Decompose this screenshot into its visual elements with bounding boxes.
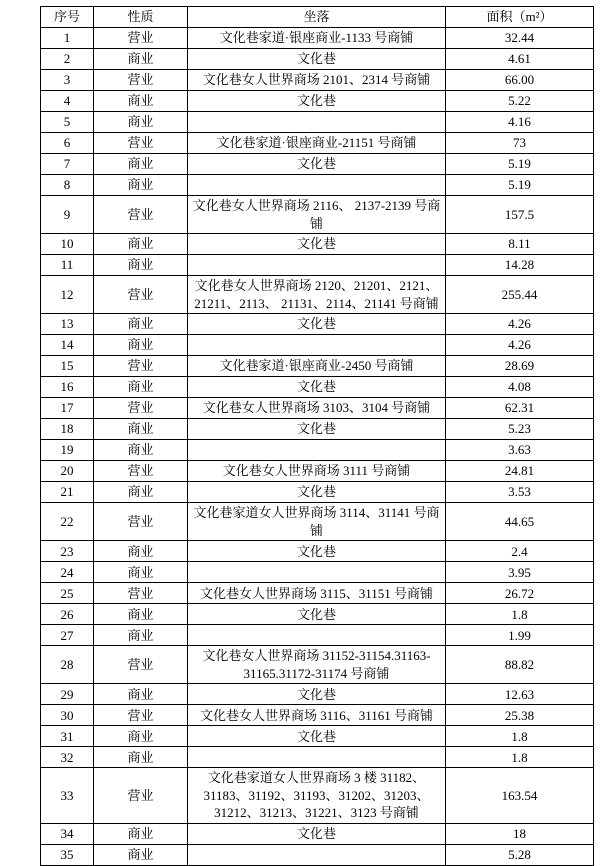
cell-serial: 31 [41,726,94,747]
table-row [41,583,594,604]
cell-nature: 商业 [94,482,188,503]
cell-serial: 11 [41,255,94,276]
cell-nature: 商业 [94,684,188,705]
cell-location: 文化巷 [188,482,446,503]
cell-nature: 商业 [94,625,188,646]
cell-nature: 营业 [94,196,188,234]
cell-location: 文化巷 [188,541,446,562]
cell-serial: 17 [41,398,94,419]
cell-location [188,112,446,133]
cell-nature: 商业 [94,314,188,335]
cell-location: 文化巷家道·银座商业-1133 号商铺 [188,28,446,49]
table-row [41,541,594,562]
col-header-area: 面积（m²） [446,7,594,28]
table-row [41,175,594,196]
document-page [0,6,613,863]
cell-nature: 商业 [94,255,188,276]
cell-nature: 营业 [94,503,188,541]
cell-serial: 25 [41,583,94,604]
table-row [41,604,594,625]
cell-location: 文化巷 [188,377,446,398]
cell-nature: 营业 [94,646,188,684]
cell-serial: 18 [41,419,94,440]
cell-nature: 商业 [94,91,188,112]
cell-nature: 营业 [94,133,188,154]
cell-area: 4.16 [446,112,594,133]
cell-serial: 23 [41,541,94,562]
cell-serial: 13 [41,314,94,335]
cell-serial: 9 [41,196,94,234]
cell-location [188,625,446,646]
cell-location: 文化巷家道·银座商业-21151 号商铺 [188,133,446,154]
cell-nature: 商业 [94,234,188,255]
cell-location: 文化巷家道女人世界商场 3 楼 31182、 31183、31192、31193、31202、31203、31212、31213、31221、3123 号商铺 [188,768,446,824]
cell-area: 157.5 [446,196,594,234]
cell-nature: 营业 [94,583,188,604]
col-header-nature: 性质 [94,7,188,28]
cell-serial: 4 [41,91,94,112]
cell-area: 3.95 [446,562,594,583]
cell-location: 文化巷女人世界商场 2116、 2137-2139 号商铺 [188,196,446,234]
cell-area: 12.63 [446,684,594,705]
table-row [41,276,594,314]
cell-area: 4.08 [446,377,594,398]
cell-area: 255.44 [446,276,594,314]
cell-serial: 10 [41,234,94,255]
table-row [41,845,594,866]
table-row [41,824,594,845]
cell-nature: 营业 [94,356,188,377]
cell-serial: 20 [41,461,94,482]
table-body [41,28,594,866]
cell-area: 14.28 [446,255,594,276]
table-row [41,112,594,133]
cell-area: 5.22 [446,91,594,112]
cell-area: 4.26 [446,314,594,335]
table-row [41,91,594,112]
cell-location: 文化巷 [188,684,446,705]
cell-location: 文化巷家道·银座商业-2450 号商铺 [188,356,446,377]
table-row [41,398,594,419]
cell-area: 73 [446,133,594,154]
cell-serial: 7 [41,154,94,175]
table-row [41,314,594,335]
cell-serial: 1 [41,28,94,49]
cell-serial: 22 [41,503,94,541]
cell-area: 88.82 [446,646,594,684]
cell-nature: 商业 [94,604,188,625]
cell-location: 文化巷 [188,234,446,255]
cell-area: 3.53 [446,482,594,503]
cell-area: 5.23 [446,419,594,440]
cell-serial: 16 [41,377,94,398]
cell-serial: 35 [41,845,94,866]
cell-location: 文化巷女人世界商场 31152-31154.31163-31165.31172-31174 号商铺 [188,646,446,684]
cell-serial: 24 [41,562,94,583]
cell-serial: 3 [41,70,94,91]
cell-area: 32.44 [446,28,594,49]
cell-nature: 营业 [94,28,188,49]
cell-nature: 商业 [94,824,188,845]
cell-nature: 商业 [94,377,188,398]
table-row [41,419,594,440]
table-row [41,726,594,747]
property-table [40,6,594,866]
cell-area: 163.54 [446,768,594,824]
cell-nature: 商业 [94,154,188,175]
cell-nature: 商业 [94,845,188,866]
cell-serial: 34 [41,824,94,845]
cell-area: 5.28 [446,845,594,866]
cell-area: 4.61 [446,49,594,70]
table-row [41,196,594,234]
cell-location: 文化巷 [188,824,446,845]
col-header-location: 坐落 [188,7,446,28]
table-row [41,440,594,461]
cell-nature: 商业 [94,112,188,133]
cell-location: 文化巷家道女人世界商场 3114、31141 号商铺 [188,503,446,541]
cell-nature: 商业 [94,541,188,562]
cell-serial: 30 [41,705,94,726]
cell-area: 1.8 [446,604,594,625]
table-row [41,461,594,482]
cell-location: 文化巷女人世界商场 3116、31161 号商铺 [188,705,446,726]
cell-location: 文化巷 [188,49,446,70]
cell-serial: 27 [41,625,94,646]
col-header-serial: 序号 [41,7,94,28]
cell-location: 文化巷 [188,419,446,440]
cell-nature: 营业 [94,276,188,314]
cell-serial: 26 [41,604,94,625]
cell-serial: 33 [41,768,94,824]
cell-nature: 营业 [94,398,188,419]
cell-nature: 营业 [94,70,188,91]
cell-area: 1.8 [446,726,594,747]
cell-nature: 商业 [94,49,188,70]
cell-location: 文化巷 [188,314,446,335]
cell-area: 4.26 [446,335,594,356]
cell-location: 文化巷 [188,91,446,112]
cell-serial: 12 [41,276,94,314]
cell-area: 2.4 [446,541,594,562]
table-row [41,377,594,398]
table-row [41,625,594,646]
table-row [41,154,594,175]
cell-serial: 8 [41,175,94,196]
table-row [41,28,594,49]
cell-serial: 2 [41,49,94,70]
cell-nature: 营业 [94,461,188,482]
table-row [41,356,594,377]
cell-serial: 21 [41,482,94,503]
cell-area: 1.99 [446,625,594,646]
cell-location [188,335,446,356]
cell-area: 1.8 [446,747,594,768]
cell-location [188,562,446,583]
cell-serial: 28 [41,646,94,684]
cell-nature: 商业 [94,726,188,747]
cell-serial: 15 [41,356,94,377]
table-row [41,705,594,726]
cell-nature: 营业 [94,768,188,824]
table-row [41,646,594,684]
cell-location: 文化巷 [188,604,446,625]
cell-location: 文化巷 [188,154,446,175]
cell-nature: 商业 [94,440,188,461]
cell-location [188,175,446,196]
table-row [41,133,594,154]
cell-nature: 商业 [94,175,188,196]
table-row [41,49,594,70]
cell-area: 5.19 [446,175,594,196]
cell-location [188,845,446,866]
cell-area: 62.31 [446,398,594,419]
cell-area: 66.00 [446,70,594,91]
cell-area: 24.81 [446,461,594,482]
cell-location: 文化巷女人世界商场 3103、3104 号商铺 [188,398,446,419]
cell-location: 文化巷女人世界商场 2120、21201、2121、21211、2113、 21131、2114、21141 号商铺 [188,276,446,314]
table-row [41,70,594,91]
cell-area: 8.11 [446,234,594,255]
table-row [41,562,594,583]
cell-nature: 商业 [94,335,188,356]
cell-nature: 商业 [94,747,188,768]
cell-location [188,440,446,461]
cell-area: 3.63 [446,440,594,461]
header-row [41,7,594,28]
cell-serial: 14 [41,335,94,356]
cell-location [188,747,446,768]
table-row [41,482,594,503]
cell-area: 44.65 [446,503,594,541]
cell-area: 5.19 [446,154,594,175]
cell-serial: 32 [41,747,94,768]
cell-nature: 商业 [94,419,188,440]
table-row [41,234,594,255]
cell-location: 文化巷女人世界商场 3115、31151 号商铺 [188,583,446,604]
cell-location: 文化巷女人世界商场 2101、2314 号商铺 [188,70,446,91]
cell-area: 26.72 [446,583,594,604]
cell-location [188,255,446,276]
cell-nature: 商业 [94,562,188,583]
cell-serial: 19 [41,440,94,461]
cell-area: 18 [446,824,594,845]
cell-location: 文化巷 [188,726,446,747]
cell-nature: 营业 [94,705,188,726]
cell-location: 文化巷女人世界商场 3111 号商铺 [188,461,446,482]
table-row [41,747,594,768]
cell-area: 28.69 [446,356,594,377]
table-row [41,684,594,705]
table-row [41,335,594,356]
cell-serial: 6 [41,133,94,154]
table-row [41,768,594,824]
cell-area: 25.38 [446,705,594,726]
cell-serial: 29 [41,684,94,705]
cell-serial: 5 [41,112,94,133]
table-row [41,503,594,541]
table-row [41,255,594,276]
